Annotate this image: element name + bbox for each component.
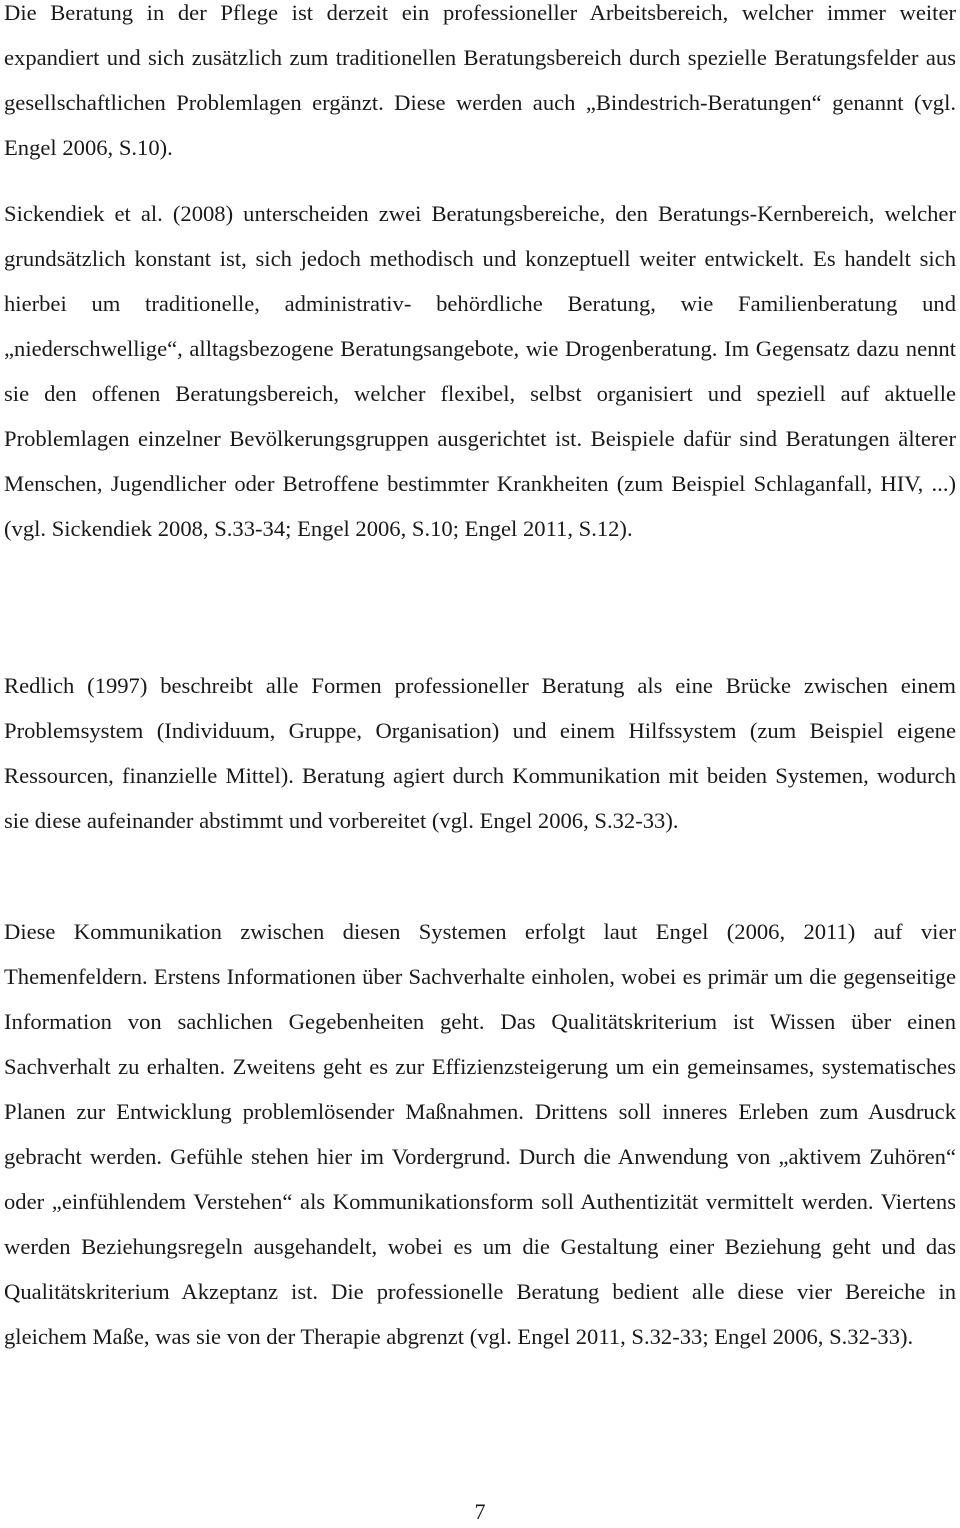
paragraph-redlich: Redlich (1997) beschreibt alle Formen professioneller Beratung als eine Brücke zwischen einem Problemsystem (Individuum, Gruppe, Organisation) und einem Hilfssystem (zum Beispiel eigene Ressourcen, finanzielle Mittel). Beratung agiert durch Kommunikation mit beiden Systemen, wodurch sie diese aufeinander abstimmt und vorbereitet (vgl. Engel 2006, S.32-33). [4,673,956,833]
paragraph-kommunikation: Diese Kommunikation zwischen diesen Systemen erfolgt laut Engel (2006, 2011) auf vier Themenfeldern. Erstens Informationen über Sachverhalte einholen, wobei es primär um die gegenseitige Information von sachlichen Gegebenheiten geht. Das Qualitätskriterium ist Wissen über einen Sachverhalt zu erhalten. Zweitens geht es zur Effizienzsteigerung um ein gemeinsames, systematisches Planen zur Entwicklung problemlösender Maßnahmen. Drittens soll inneres Erleben zum Ausdruck gebracht werden. Gefühle stehen hier im Vordergrund. Durch die Anwendung von „aktivem Zuhören“ oder „einfühlendem Verstehen“ als Kommunikationsform soll Authentizität vermittelt werden. Viertens werden Beziehungsregeln ausgehandelt, wobei es um die Gestaltung einer Beziehung geht und das Qualitätskriterium Akzeptanz ist. Die professionelle Beratung bedient alle diese vier Bereiche in gleichem Maße, was sie von der Therapie abgrenzt (vgl. Engel 2011, S.32-33; Engel 2006, S.32-33). [4,919,956,1349]
paragraph-sickendiek: Sickendiek et al. (2008) unterscheiden zwei Beratungsbereiche, den Beratungs-Kernbereich, welcher grundsätzlich konstant ist, sich jedoch methodisch und konzeptuell weiter entwickelt. Es handelt sich hierbei um traditionelle, administrativ- behördliche Beratung, wie Familienberatung und „niederschwellige“, alltagsbezogene Beratungsangebote, wie Drogenberatung. Im Gegensatz dazu nennt sie den offenen Beratungsbereich, welcher flexibel, selbst organisiert und speziell auf aktuelle Problemlagen einzelner Bevölkerungsgruppen ausgerichtet ist. Beispiele dafür sind Beratungen älterer Menschen, Jugendlicher oder Betroffene bestimmter Krankheiten (zum Beispiel Schlaganfall, HIV, ...) (vgl. Sickendiek 2008, S.33-34; Engel 2006, S.10; Engel 2011, S.12). [4,201,956,541]
paragraph-beratung-pflege: Die Beratung in der Pflege ist derzeit ein professioneller Arbeitsbereich, welcher immer weiter expandiert und sich zusätzlich zum traditionellen Beratungsbereich durch spezielle Beratungsfelder aus gesellschaftlichen Problemlagen ergänzt. Diese werden auch „Bindestrich-Beratungen“ genannt (vgl. Engel 2006, S.10). [4,0,956,160]
page-number: 7 [474,1499,486,1524]
